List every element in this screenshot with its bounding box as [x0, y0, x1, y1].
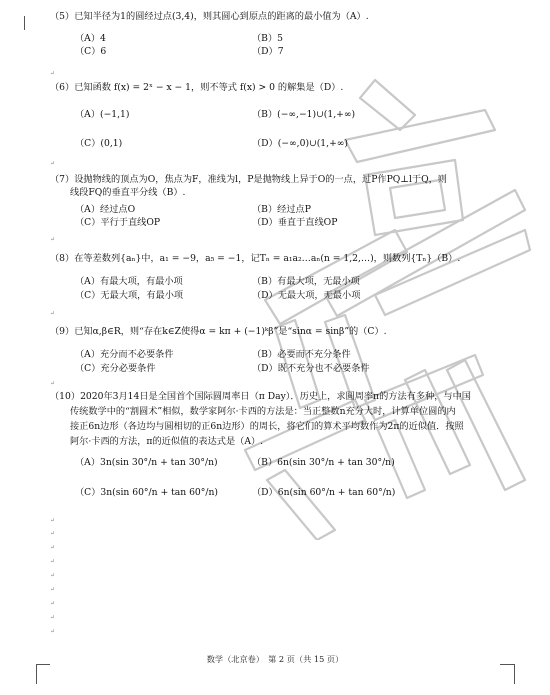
page-footer: 数学（北京卷） 第 2 页（共 15 页） — [206, 654, 344, 664]
q5-option-d: （D）7 — [252, 46, 284, 57]
q6-stem: （6）已知函数 f(x) = 2ˣ − x − 1，则不等式 f(x) > 0 的解集是（D）. — [50, 82, 344, 93]
paragraph-mark: ↵ — [50, 160, 56, 167]
q9-option-a: （A）充分而不必要条件 — [75, 349, 174, 360]
q8-option-c: （C）无最大项，有最小项 — [75, 290, 184, 301]
q8-stem: （8）在等差数列{aₙ}中，a₁ = −9，a₅ = −1，记Tₙ = a₁a₂…aₙ(n = 1,2,…)，则数列{Tₙ}（B）. — [50, 253, 461, 264]
q8-option-d: （D）无最大项，无最小项 — [252, 290, 361, 301]
paragraph-mark: ↵ — [50, 310, 56, 317]
paragraph-mark: ↵ — [50, 70, 56, 77]
q9-stem: （9）已知α,β∈R，则“存在k∈Z使得α = kπ + (−1)ᵏβ”是“sinα = sinβ”的（C）. — [50, 326, 387, 337]
crop-mark-bottom-left — [36, 664, 37, 684]
q6-option-d: （D）(−∞,0)∪(1,+∞) — [252, 138, 349, 149]
paragraph-mark: ↵ — [50, 530, 56, 537]
q6-option-c: （C）(0,1) — [75, 138, 123, 149]
paragraph-mark: ↵ — [50, 572, 56, 579]
paragraph-mark: ↵ — [50, 628, 56, 635]
q7-stem-line1: （7）设抛物线的顶点为O，焦点为F，准线为l，P是抛物线上异于O的一点，过P作PQ⊥l于Q，则 — [50, 174, 447, 185]
q7-option-d: （D）垂直于直线OP — [252, 217, 338, 228]
paragraph-mark: ↵ — [50, 380, 56, 387]
q6-option-a: （A）(−1,1) — [75, 109, 130, 120]
q10-stem-line1: （10）2020年3月14日是全国首个国际圆周率日（π Day）．历史上，求圆周率π的方法有多种，与中国 — [50, 391, 471, 402]
q5-stem: （5）已知半径为1的圆经过点(3,4)，则其圆心到原点的距离的最小值为（A）. — [50, 11, 369, 22]
q10-stem-line4: 阿尔·卡西的方法，π的近似值的表达式是（A）. — [70, 436, 264, 447]
q10-option-c: （C）3n(sin 60°/n + tan 60°/n) — [75, 487, 218, 498]
paragraph-mark: ↵ — [50, 544, 56, 551]
q10-option-d: （D）6n(sin 60°/n + tan 60°/n) — [252, 487, 396, 498]
q9-option-d: （D）既不充分也不必要条件 — [252, 363, 370, 374]
q9-option-b: （B）必要而不充分条件 — [252, 349, 351, 360]
paragraph-mark: ↵ — [50, 600, 56, 607]
q6-option-b: （B）(−∞,−1)∪(1,+∞) — [252, 109, 356, 120]
paragraph-mark: ↵ — [50, 558, 56, 565]
q10-stem-line2: 传统数学中的“割圆术”相似，数学家阿尔·卡西的方法是：当正整数n充分大时，计算单位圆的内 — [70, 406, 456, 417]
crop-mark-top-left — [24, 16, 25, 30]
paragraph-mark: ↵ — [50, 517, 56, 524]
q5-option-b: （B）5 — [252, 33, 283, 44]
q7-stem-line2: 线段FQ的垂直平分线（B）. — [70, 187, 186, 198]
q7-option-a: （A）经过点O — [75, 204, 136, 215]
q5-option-c: （C）6 — [75, 46, 107, 57]
q5-option-a: （A）4 — [75, 33, 106, 44]
q7-option-b: （B）经过点P — [252, 204, 311, 215]
paragraph-mark: ↵ — [50, 236, 56, 243]
q8-option-b: （B）有最大项，无最小项 — [252, 276, 360, 287]
crop-mark-bottom-right — [514, 664, 515, 684]
paragraph-mark: ↵ — [50, 586, 56, 593]
q10-option-b: （B）6n(sin 30°/n + tan 30°/n) — [252, 457, 395, 468]
paragraph-mark: ↵ — [50, 614, 56, 621]
q9-option-c: （C）充分必要条件 — [75, 363, 156, 374]
q10-option-a: （A）3n(sin 30°/n + tan 30°/n) — [75, 457, 218, 468]
q8-option-a: （A）有最大项，有最小项 — [75, 276, 183, 287]
q10-stem-line3: 接正6n边形（各边均与圆相切的正6n边形）的周长，将它们的算术平均数作为2π的近似值．按照 — [70, 421, 464, 432]
q7-option-c: （C）平行于直线OP — [75, 217, 161, 228]
